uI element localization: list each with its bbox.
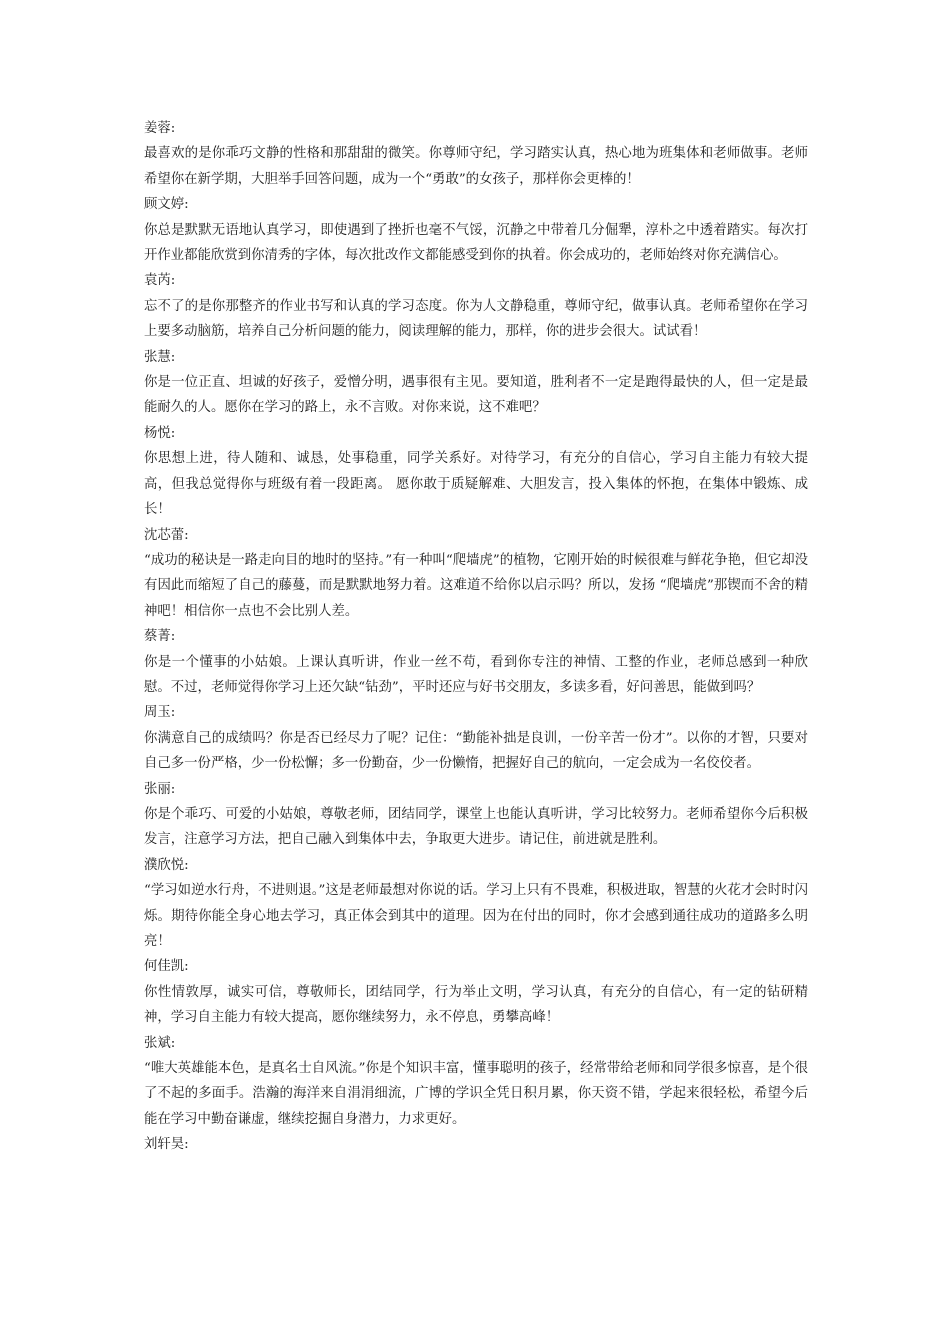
teacher-comment: 你性情敦厚，诚实可信，尊敬师长，团结同学，行为举止文明，学习认真，有充分的自信心，有一定的钻研精神，学习自主能力有较大提高，愿你继续努力，永不停息，勇攀高峰！ (144, 984, 808, 1026)
entry-10 (144, 954, 808, 1030)
entry-8 (144, 777, 808, 853)
student-name: 袁芮: (144, 273, 176, 289)
entry-9 (144, 853, 808, 955)
student-name: 濮欣悦: (144, 857, 189, 873)
teacher-comment: “学习如逆水行舟，不进则退。”这是老师最想对你说的话。学习上只有不畏难，积极进取，智慧的火花才会时时闪烁。期待你能全身心地去学习，真正体会到其中的道理。因为在付出的同时，你才会感到通往成功的道路多么明亮！ (144, 883, 808, 949)
entry-3 (144, 345, 808, 421)
student-name: 何佳凯: (144, 959, 189, 975)
document-body (144, 116, 808, 1158)
student-name: 蔡菁: (144, 629, 176, 645)
student-name: 张丽: (144, 781, 176, 797)
teacher-comment: 你是一个懂事的小姑娘。上课认真听讲，作业一丝不苟，看到你专注的神情、工整的作业，老师总感到一种欣慰。不过，老师觉得你学习上还欠缺“钻劲”，平时还应与好书交朋友，多读多看，好问善思，能做到吗？ (144, 654, 808, 695)
student-name: 沈芯蕾: (144, 527, 189, 543)
teacher-comment: “唯大英雄能本色，是真名士自风流。”你是个知识丰富，懂事聪明的孩子，经常带给老师和同学很多惊喜，是个很了不起的多面手。浩瀚的海洋来自涓涓细流，广博的学识全凭日积月累，你天资不错，学起来很轻松，希望今后能在学习中勤奋谦虚，继续挖掘自身潜力，力求更好。 (144, 1061, 808, 1127)
student-name: 姜蓉: (144, 121, 176, 136)
teacher-comment: 你是一位正直、坦诚的好孩子，爱憎分明，遇事很有主见。要知道，胜利者不一定是跑得最快的人，但一定是最能耐久的人。愿你在学习的路上，永不言败。对你来说，这不难吧？ (144, 375, 808, 416)
entry-5 (144, 523, 808, 625)
student-name: 刘轩昊: (144, 1137, 189, 1153)
entry-7 (144, 700, 808, 776)
student-name: 顾文婷: (144, 197, 189, 213)
student-name: 张慧: (144, 349, 176, 365)
entry-6 (144, 624, 808, 700)
entry-0 (144, 116, 808, 192)
teacher-comment: 你思想上进，待人随和、诚恳，处事稳重，同学关系好。对待学习，有充分的自信心，学习自主能力有较大提高，但我总觉得你与班级有着一段距离。 愿你敢于质疑解难、大胆发言，投入集体的怀抱，在集体中锻炼、成长！ (144, 451, 808, 518)
entry-2 (144, 268, 808, 344)
teacher-comment: 忘不了的是你那整齐的作业书写和认真的学习态度。你为人文静稳重，尊师守纪，做事认真。老师希望你在学习上要多动脑筋，培养自己分析问题的能力，阅读理解的能力，那样，你的进步会很大。试试看！ (144, 298, 808, 340)
entry-12 (144, 1132, 808, 1157)
entry-11 (144, 1031, 808, 1133)
entry-1 (144, 192, 808, 268)
teacher-comment: “成功的秘诀是一路走向目的地时的坚持。”有一种叫“爬墙虎”的植物，它刚开始的时候很难与鲜花争艳，但它却没有因此而缩短了自己的藤蔓，而是默默地努力着。这难道不给你以启示吗？所以，发扬 “爬墙虎”那锲而不舍的精神吧！相信你一点也不会比别人差。 (144, 552, 808, 619)
teacher-comment: 最喜欢的是你乖巧文静的性格和那甜甜的微笑。你尊师守纪，学习踏实认真，热心地为班集体和老师做事。老师希望你在新学期，大胆举手回答问题，成为一个“勇敢”的女孩子，那样你会更棒的！ (144, 146, 808, 187)
student-name: 周玉: (144, 705, 176, 721)
student-name: 杨悦: (144, 425, 176, 441)
student-name: 张斌: (144, 1035, 176, 1051)
teacher-comment: 你是个乖巧、可爱的小姑娘，尊敬老师，团结同学，课堂上也能认真听讲，学习比较努力。老师希望你今后积极发言，注意学习方法，把自己融入到集体中去，争取更大进步。请记住，前进就是胜利。 (144, 806, 808, 848)
teacher-comment: 你满意自己的成绩吗？你是否已经尽力了呢？记住：“勤能补拙是良训，一份辛苦一份才”。以你的才智，只要对自己多一份严格，少一份松懈；多一份勤奋，少一份懒惰，把握好自己的航向，一定会成为一名佼佼者。 (144, 730, 808, 772)
teacher-comment: 你总是默默无语地认真学习，即使遇到了挫折也毫不气馁，沉静之中带着几分倔犟，淳朴之中透着踏实。每次打开作业都能欣赏到你清秀的字体，每次批改作文都能感受到你的执着。你会成功的，老师始终对你充满信心。 (144, 222, 808, 264)
entry-4 (144, 421, 808, 523)
